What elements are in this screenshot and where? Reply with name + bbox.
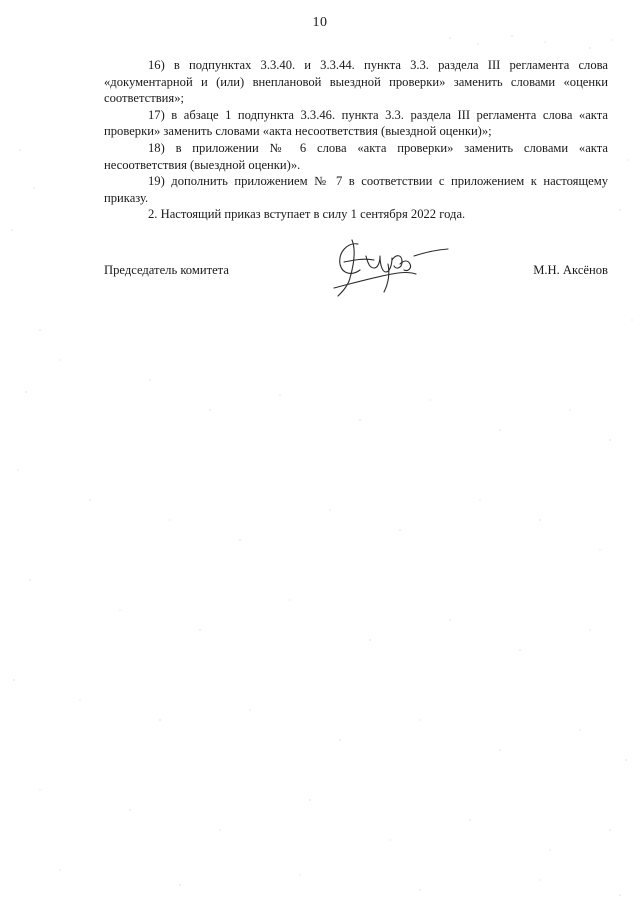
handwritten-signature — [330, 234, 450, 300]
paragraph-effective-date: 2. Настоящий приказ вступает в силу 1 сентября 2022 года. — [148, 207, 466, 222]
paragraph-item-17: 17) в абзаце 1 подпункта 3.3.46. пункта 3.3. раздела III регламента слова «акта проверки» заменить словами «акта несоответствия (выездной оценки)»; — [104, 107, 608, 139]
signer-title: Председатель комитета — [104, 263, 229, 277]
page-number: 10 — [312, 15, 328, 30]
paragraph-item-19: 19) дополнить приложением № 7 в соответствии с приложением к настоящему приказу. — [104, 174, 608, 205]
paragraph-item-18: 18) в приложении № 6 слова «акта проверки» заменить словами «акта несоответствия (выездной оценки)». — [104, 140, 608, 172]
paragraph-item-16: 16) в подпунктах 3.3.40. и 3.3.44. пункта 3.3. раздела III регламента слова «документарной и (или) внеплановой выездной проверки» заменить словами «оценки соответствия»; — [104, 58, 608, 106]
signer-name: М.Н. Аксёнов — [533, 263, 608, 277]
document-body — [104, 57, 608, 223]
